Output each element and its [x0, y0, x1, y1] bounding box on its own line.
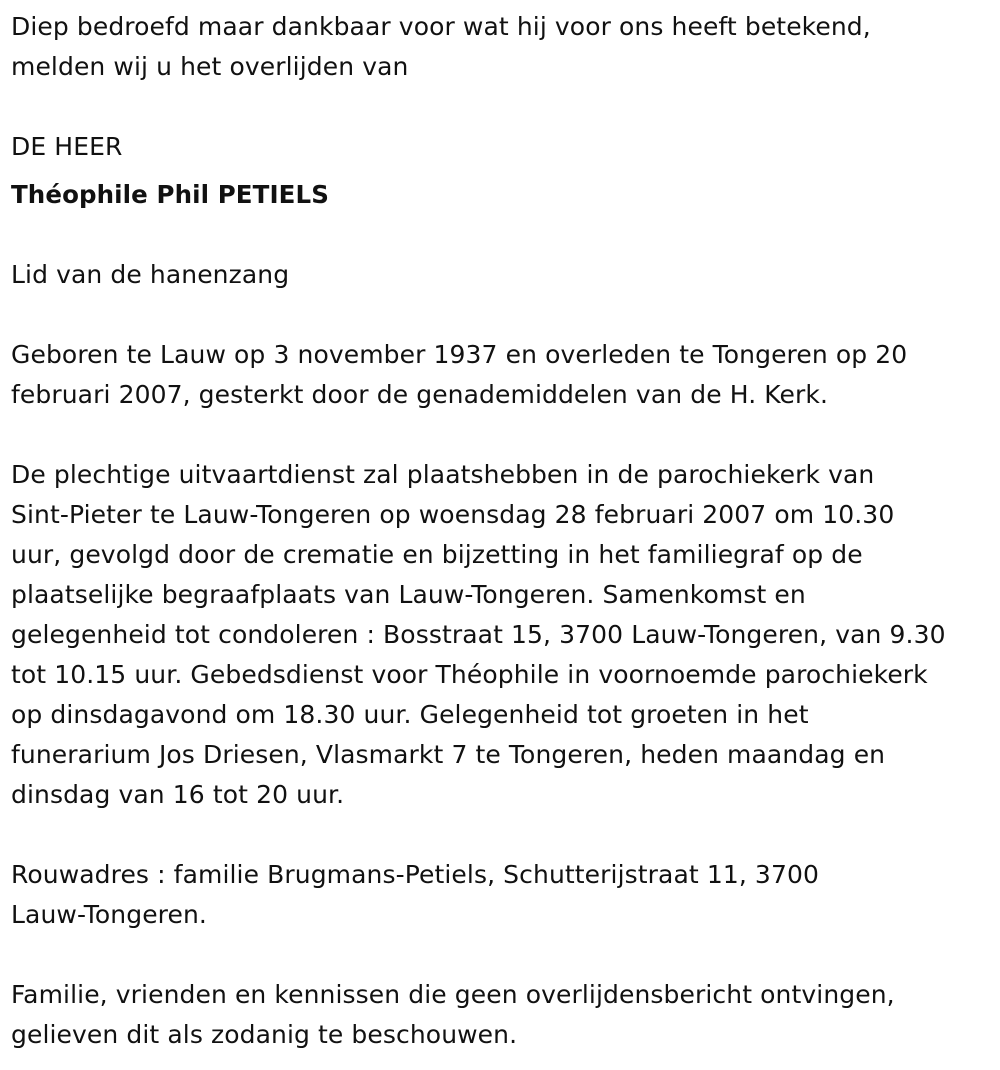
deceased-name: Théophile Phil PETIELS: [11, 180, 329, 209]
funeral-line: op dinsdagavond om 18.30 uur. Gelegenheid tot groeten in het: [11, 700, 809, 729]
spacer: [11, 87, 996, 127]
closing-line: Familie, vrienden en kennissen die geen overlijdensbericht ontvingen,: [11, 980, 895, 1009]
membership: Lid van de hanenzang: [11, 260, 290, 289]
mourning-address-line: Rouwadres : familie Brugmans-Petiels, Schutterijstraat 11, 3700: [11, 860, 819, 889]
intro-line: Diep bedroefd maar dankbaar voor wat hij voor ons heeft betekend,: [11, 12, 871, 41]
birth-death-paragraph: [11, 335, 996, 415]
mourning-address-paragraph: [11, 855, 996, 935]
spacer: [11, 815, 996, 855]
funeral-line: plaatselijke begraafplaats van Lauw-Tongeren. Samenkomst en: [11, 580, 806, 609]
funeral-line: De plechtige uitvaartdienst zal plaatshebben in de parochiekerk van: [11, 460, 875, 489]
intro-line: melden wij u het overlijden van: [11, 52, 409, 81]
funeral-line: Sint-Pieter te Lauw-Tongeren op woensdag 28 februari 2007 om 10.30: [11, 500, 895, 529]
spacer: [11, 935, 996, 975]
funeral-line: tot 10.15 uur. Gebedsdienst voor Théophile in voornoemde parochiekerk: [11, 660, 928, 689]
birth-death-line: Geboren te Lauw op 3 november 1937 en overleden te Tongeren op 20: [11, 340, 908, 369]
funeral-line: funerarium Jos Driesen, Vlasmarkt 7 te Tongeren, heden maandag en: [11, 740, 886, 769]
spacer: [11, 215, 996, 255]
funeral-line: uur, gevolgd door de crematie en bijzetting in het familiegraf op de: [11, 540, 863, 569]
intro-paragraph: [11, 7, 996, 87]
spacer: [11, 295, 996, 335]
closing-line: gelieven dit als zodanig te beschouwen.: [11, 1020, 518, 1049]
death-notice: [11, 7, 996, 1055]
mourning-address-line: Lauw-Tongeren.: [11, 900, 207, 929]
closing-paragraph: [11, 975, 996, 1055]
spacer: [11, 415, 996, 455]
salutation: DE HEER: [11, 132, 123, 161]
funeral-paragraph: [11, 455, 996, 815]
funeral-line: dinsdag van 16 tot 20 uur.: [11, 780, 345, 809]
funeral-line: gelegenheid tot condoleren : Bosstraat 15, 3700 Lauw-Tongeren, van 9.30: [11, 620, 946, 649]
birth-death-line: februari 2007, gesterkt door de genademiddelen van de H. Kerk.: [11, 380, 829, 409]
